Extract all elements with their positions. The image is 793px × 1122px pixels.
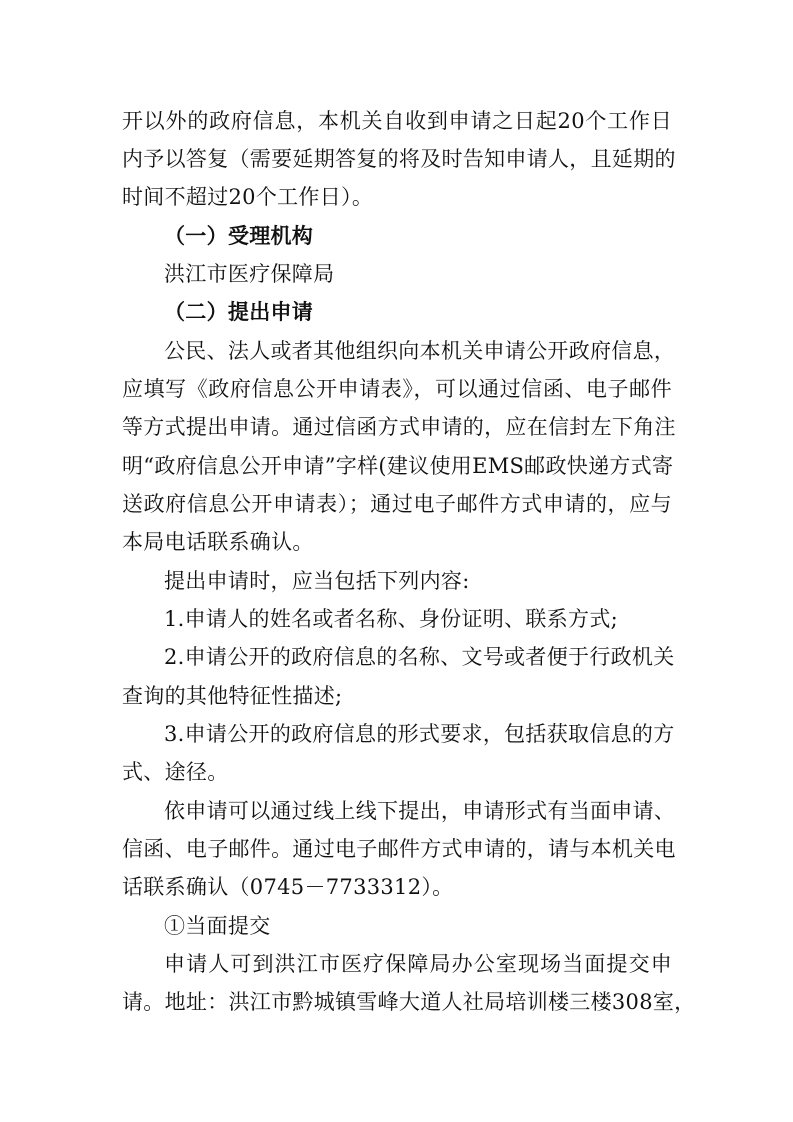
list-item-continuation: 查询的其他特征性描述; [122,684,343,708]
paragraph-line: 开以外的政府信息，本机关自收到申请之日起20个工作日 [122,109,672,133]
list-item: 2.申请公开的政府信息的名称、文号或者便于行政机关 [164,645,675,669]
list-item: 3.申请公开的政府信息的形式要求，包括获取信息的方 [164,722,675,746]
paragraph-line: 话联系确认（0745－7733312）。 [122,875,454,899]
subsection-heading-in-person: ①当面提交 [164,914,271,938]
paragraph-line: 应填写《政府信息公开申请表》，可以通过信函、电子邮件 [122,377,672,401]
paragraph-line: 依申请可以通过线上线下提出，申请形式有当面申请、 [164,799,676,823]
paragraph-line: 提出申请时，应当包括下列内容: [164,569,470,593]
list-item-continuation: 式、途径。 [122,760,229,784]
section-heading-submit-application: （二）提出申请 [164,300,314,324]
paragraph-line: 公民、法人或者其他组织向本机关申请公开政府信息， [164,339,676,363]
paragraph-line: 内予以答复（需要延期答复的将及时告知申请人，且延期的 [122,147,676,171]
agency-name: 洪江市医疗保障局 [164,262,335,286]
section-heading-accepting-agency: （一）受理机构 [164,224,314,248]
list-item: 1.申请人的姓名或者名称、身份证明、联系方式; [164,607,619,631]
paragraph-line: 请。地址：洪江市黔城镇雪峰大道人社局培训楼三楼308室， [122,990,696,1014]
paragraph-line: 信函、电子邮件。通过电子邮件方式申请的，请与本机关电 [122,837,676,861]
paragraph-line: 时间不超过20个工作日）。 [122,185,374,209]
paragraph-line: 申请人可到洪江市医疗保障局办公室现场当面提交申 [164,952,672,976]
paragraph-line: 等方式提出申请。通过信函方式申请的，应在信封左下角注 [122,415,676,439]
paragraph-line: 本局电话联系确认。 [122,530,314,554]
paragraph-line: 送政府信息公开申请表）；通过电子邮件方式申请的，应与 [122,492,672,516]
paragraph-line: 明“政府信息公开申请”字样(建议使用EMS邮政快递方式寄 [122,454,674,478]
